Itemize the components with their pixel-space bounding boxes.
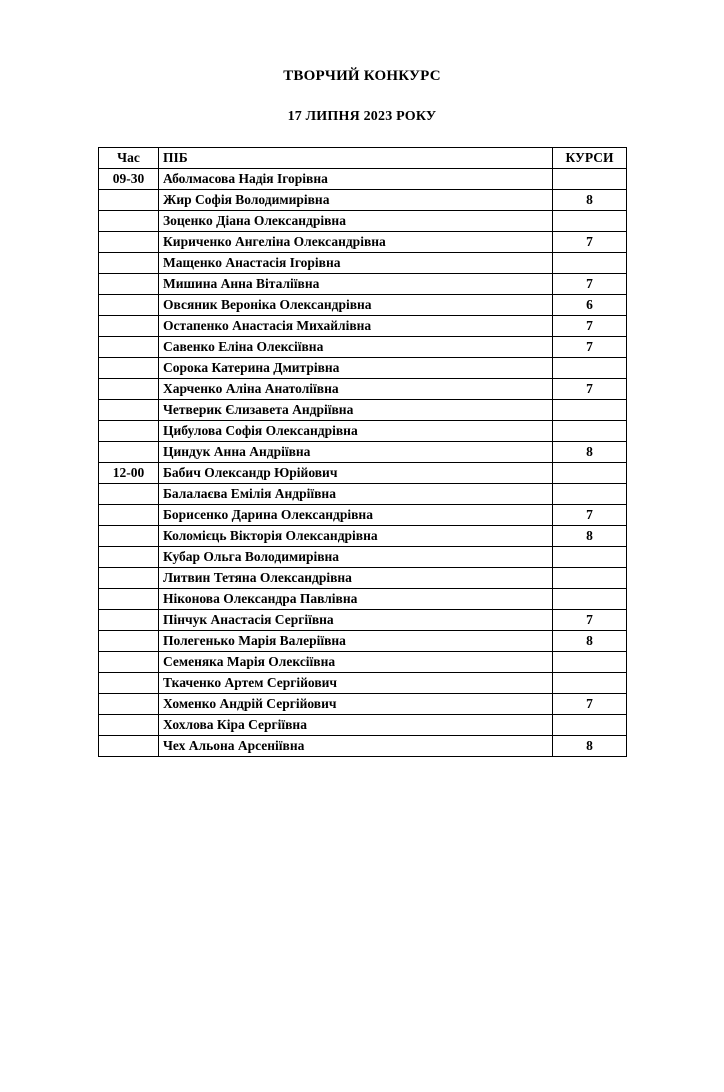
cell-time (99, 274, 159, 295)
cell-time: 12-00 (99, 463, 159, 484)
cell-course (553, 568, 627, 589)
cell-course: 6 (553, 295, 627, 316)
table-row (99, 379, 627, 400)
cell-course: 7 (553, 505, 627, 526)
cell-time (99, 610, 159, 631)
cell-course: 7 (553, 274, 627, 295)
cell-name: Мащенко Анастасія Ігорівна (159, 253, 553, 274)
cell-course: 8 (553, 736, 627, 757)
cell-name: Ніконова Олександра Павлівна (159, 589, 553, 610)
table-row (99, 253, 627, 274)
column-header-course: КУРСИ (553, 148, 627, 169)
table-row (99, 442, 627, 463)
cell-name: Сорока Катерина Дмитрівна (159, 358, 553, 379)
cell-name: Овсяник Вероніка Олександрівна (159, 295, 553, 316)
cell-time (99, 400, 159, 421)
table-row (99, 673, 627, 694)
cell-course: 7 (553, 694, 627, 715)
cell-course: 7 (553, 610, 627, 631)
cell-time (99, 316, 159, 337)
cell-name: Кубар Ольга Володимирівна (159, 547, 553, 568)
cell-time (99, 232, 159, 253)
cell-time (99, 631, 159, 652)
cell-time (99, 379, 159, 400)
table-row (99, 526, 627, 547)
cell-course (553, 463, 627, 484)
table-row (99, 274, 627, 295)
cell-time (99, 358, 159, 379)
cell-time (99, 694, 159, 715)
cell-course (553, 400, 627, 421)
cell-name: Савенко Еліна Олексіївна (159, 337, 553, 358)
table-row (99, 232, 627, 253)
cell-course (553, 421, 627, 442)
cell-time (99, 253, 159, 274)
table-row (99, 547, 627, 568)
table-row (99, 610, 627, 631)
cell-name: Чех Альона Арсеніївна (159, 736, 553, 757)
table-row (99, 169, 627, 190)
cell-course (553, 589, 627, 610)
cell-time (99, 715, 159, 736)
table-row (99, 694, 627, 715)
cell-time (99, 295, 159, 316)
table-row (99, 337, 627, 358)
cell-course (553, 673, 627, 694)
table-header (99, 148, 627, 169)
cell-name: Семеняка Марія Олексіївна (159, 652, 553, 673)
table-row (99, 631, 627, 652)
table-row (99, 316, 627, 337)
cell-name: Пінчук Анастасія Сергіївна (159, 610, 553, 631)
page-title: ТВОРЧИЙ КОНКУРС (283, 68, 441, 84)
table-row (99, 736, 627, 757)
cell-name: Хоменко Андрій Сергійович (159, 694, 553, 715)
cell-time (99, 736, 159, 757)
schedule-table (98, 147, 627, 757)
cell-name: Харченко Аліна Анатоліївна (159, 379, 553, 400)
cell-time (99, 190, 159, 211)
cell-time (99, 442, 159, 463)
cell-course: 8 (553, 526, 627, 547)
table-row (99, 211, 627, 232)
cell-course (553, 715, 627, 736)
table-row (99, 568, 627, 589)
cell-name: Зоценко Діана Олександрівна (159, 211, 553, 232)
cell-time (99, 484, 159, 505)
cell-name: Аболмасова Надія Ігорівна (159, 169, 553, 190)
cell-name: Бабич Олександр Юрійович (159, 463, 553, 484)
table-header-row (99, 148, 627, 169)
page-subtitle: 17 ЛИПНЯ 2023 РОКУ (287, 109, 437, 124)
table-row (99, 484, 627, 505)
column-header-time: Час (99, 148, 159, 169)
cell-course: 7 (553, 316, 627, 337)
cell-name: Хохлова Кіра Сергіївна (159, 715, 553, 736)
cell-time (99, 526, 159, 547)
table-body (99, 169, 627, 757)
cell-name: Ткаченко Артем Сергійович (159, 673, 553, 694)
cell-time (99, 421, 159, 442)
cell-time (99, 547, 159, 568)
cell-name: Остапенко Анастасія Михайлівна (159, 316, 553, 337)
cell-time (99, 211, 159, 232)
table-row (99, 358, 627, 379)
cell-name: Балалаєва Емілія Андріївна (159, 484, 553, 505)
cell-course (553, 484, 627, 505)
cell-time (99, 337, 159, 358)
cell-time (99, 652, 159, 673)
cell-time: 09-30 (99, 169, 159, 190)
cell-course (553, 358, 627, 379)
cell-name: Борисенко Дарина Олександрівна (159, 505, 553, 526)
table-row (99, 190, 627, 211)
cell-course: 7 (553, 379, 627, 400)
table-row (99, 652, 627, 673)
cell-course: 8 (553, 631, 627, 652)
cell-name: Кириченко Ангеліна Олександрівна (159, 232, 553, 253)
cell-name: Коломієць Вікторія Олександрівна (159, 526, 553, 547)
cell-name: Жир Софія Володимирівна (159, 190, 553, 211)
cell-course: 7 (553, 337, 627, 358)
document-page (0, 68, 724, 1092)
cell-course (553, 169, 627, 190)
column-header-name: ПІБ (159, 148, 553, 169)
cell-name: Четверик Єлизавета Андріївна (159, 400, 553, 421)
cell-name: Цибулова Софія Олександрівна (159, 421, 553, 442)
cell-time (99, 673, 159, 694)
cell-time (99, 505, 159, 526)
cell-course: 8 (553, 442, 627, 463)
cell-course (553, 547, 627, 568)
schedule-table-container (98, 147, 626, 757)
table-row (99, 589, 627, 610)
table-row (99, 400, 627, 421)
cell-name: Циндук Анна Андріївна (159, 442, 553, 463)
cell-name: Литвин Тетяна Олександрівна (159, 568, 553, 589)
table-row (99, 463, 627, 484)
cell-time (99, 568, 159, 589)
cell-course (553, 211, 627, 232)
cell-course: 8 (553, 190, 627, 211)
cell-course: 7 (553, 232, 627, 253)
cell-name: Полегенько Марія Валеріївна (159, 631, 553, 652)
table-row (99, 715, 627, 736)
cell-time (99, 589, 159, 610)
table-row (99, 295, 627, 316)
table-row (99, 505, 627, 526)
cell-course (553, 652, 627, 673)
table-row (99, 421, 627, 442)
cell-course (553, 253, 627, 274)
cell-name: Мишина Анна Віталіївна (159, 274, 553, 295)
